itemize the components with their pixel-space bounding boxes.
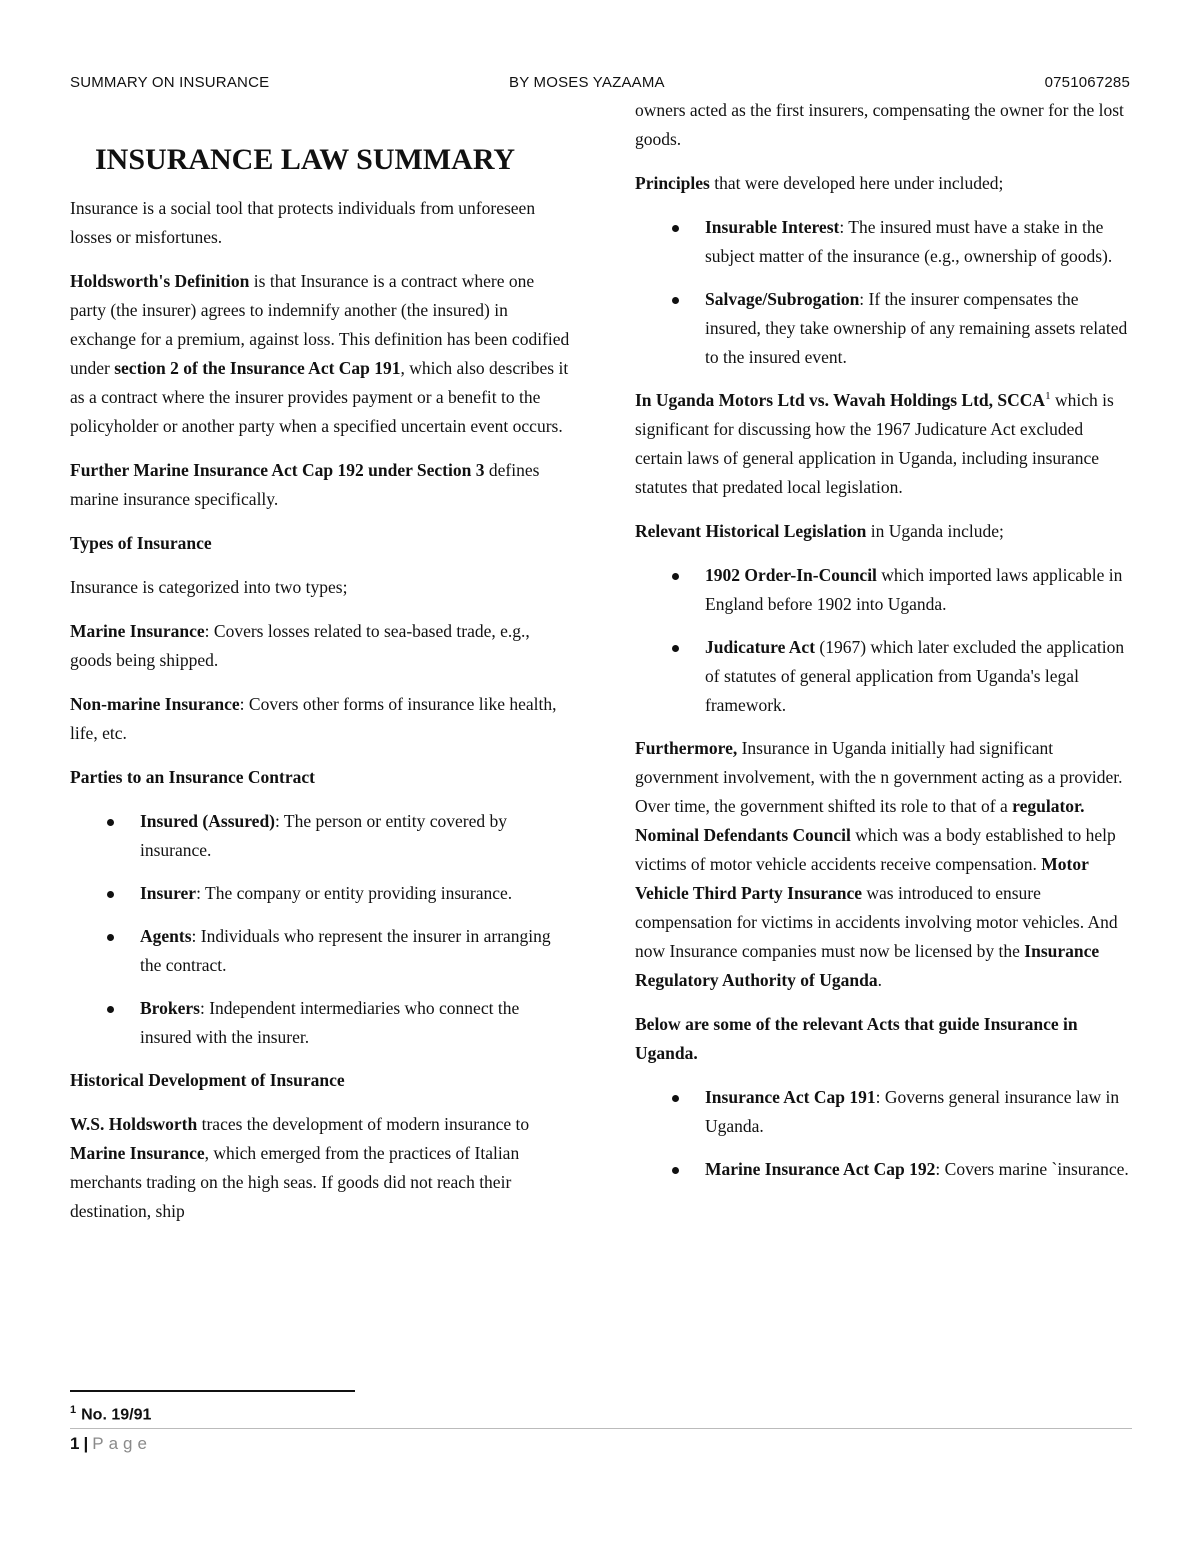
text: which is significant for discussing how the 1967 Judicature Act excluded certain laws of general application in Uganda, including insurance statutes that predated local legislation. — [635, 390, 1114, 497]
parties-heading: Parties to an Insurance Contract — [70, 767, 315, 787]
term-bold: 1902 Order-In-Council — [705, 565, 877, 585]
footnote-separator — [70, 1390, 355, 1392]
header-title: SUMMARY ON INSURANCE — [70, 74, 270, 91]
page-footer — [70, 1434, 152, 1454]
history-paragraph — [70, 1110, 570, 1226]
text: , which emerged from the practices of Italian merchants trading on the high seas. If goods did not reach their destination, ship — [70, 1143, 520, 1221]
term-bold: Salvage/Subrogation — [705, 289, 860, 309]
case-name: In Uganda Motors Ltd vs. Wavah Holdings Ltd, SCCA — [635, 390, 1046, 410]
footer-divider — [70, 1428, 1132, 1429]
term-bold: W.S. Holdsworth — [70, 1114, 198, 1134]
term-bold: Furthermore, — [635, 738, 738, 758]
text: that were developed here under included; — [709, 173, 1004, 193]
footnote-marker: 1 — [70, 1404, 77, 1416]
bullet-icon — [672, 645, 679, 652]
legislation-paragraph — [635, 517, 1135, 546]
text: is that Insurance is a contract where one party (the insurer) agrees to indemnify another (the insured) in exchange for a premium, against loss. This definition has been codified under — [70, 271, 570, 378]
term-bold: Marine Insurance — [70, 1143, 205, 1163]
page-separator: | — [83, 1434, 89, 1453]
text: : If the insurer compensates the insured, they take ownership of any remaining assets related to the insured event. — [705, 289, 1128, 367]
footnote-text: No. 19/91 — [81, 1406, 152, 1424]
term-bold: Insurer — [140, 883, 197, 903]
page-label: Page — [92, 1434, 152, 1453]
text: Insurance in Uganda initially had significant government involvement, with the n government acting as a provider. Over time, the government shifted its role to that of a — [635, 738, 1123, 816]
term-bold: Marine Insurance — [70, 621, 205, 641]
term-bold: regulator. Nominal Defendants Council — [635, 796, 1085, 845]
text: in Uganda include; — [866, 521, 1004, 541]
marine-insurance-paragraph — [70, 617, 570, 675]
acts-heading: Below are some of the relevant Acts that guide Insurance in Uganda. — [635, 1014, 1078, 1063]
bullet-icon — [672, 297, 679, 304]
term-bold: Insurable Interest — [705, 217, 840, 237]
footnote — [70, 1404, 151, 1424]
intro-paragraph: Insurance is a social tool that protects individuals from unforeseen losses or misfortunes. — [70, 198, 536, 247]
case-paragraph — [635, 386, 1135, 502]
text: . — [877, 970, 882, 990]
list-item — [635, 213, 1135, 271]
marine-act-paragraph — [70, 456, 570, 514]
left-column — [70, 140, 570, 1241]
list-item — [635, 633, 1135, 720]
text: was introduced to ensure compensation for victims in accidents involving motor vehicles. And now Insurance companies must now be licensed by the — [635, 883, 1118, 961]
document-title: INSURANCE LAW SUMMARY — [95, 143, 516, 176]
types-heading: Types of Insurance — [70, 533, 212, 553]
page-header — [70, 74, 1130, 98]
text: which imported laws applicable in England before 1902 into Uganda. — [705, 565, 1123, 614]
text: : Covers other forms of insurance like health, life, etc. — [70, 694, 557, 743]
term-bold: Principles — [635, 173, 710, 193]
legislation-list — [635, 561, 1135, 720]
footnote-reference[interactable]: 1 — [1045, 390, 1051, 403]
bullet-icon — [672, 1167, 679, 1174]
term-bold: Brokers — [140, 998, 200, 1018]
term-bold: Insurance Regulatory Authority of Uganda — [635, 941, 1100, 990]
text: : Individuals who represent the insurer in arranging the contract. — [140, 926, 551, 975]
list-item — [70, 994, 570, 1052]
text: (1967) which later excluded the application of statutes of general application from Uganda's legal framework. — [705, 637, 1125, 715]
text: : Governs general insurance law in Uganda. — [705, 1087, 1120, 1136]
text: defines marine insurance specifically. — [70, 460, 540, 509]
term-bold: Agents — [140, 926, 192, 946]
text: : The insured must have a stake in the subject matter of the insurance (e.g., ownership of goods). — [705, 217, 1113, 266]
holdsworth-definition — [70, 267, 570, 441]
header-author: BY MOSES YAZAAMA — [509, 74, 665, 91]
text: : The person or entity covered by insurance. — [140, 811, 507, 860]
term-bold: Non-marine Insurance — [70, 694, 240, 714]
text: traces the development of modern insurance to — [197, 1114, 530, 1134]
list-item — [70, 879, 570, 908]
bullet-icon — [107, 1006, 114, 1013]
bullet-icon — [672, 1095, 679, 1102]
term-bold: Relevant Historical Legislation — [635, 521, 867, 541]
list-item — [635, 1155, 1135, 1184]
page-number: 1 — [70, 1434, 80, 1453]
text: : Independent intermediaries who connect the insured with the insurer. — [140, 998, 520, 1047]
term-bold: Insured (Assured) — [140, 811, 276, 831]
term-bold: Judicature Act — [705, 637, 816, 657]
term-bold: section 2 of the Insurance Act Cap 191 — [114, 358, 401, 378]
history-heading: Historical Development of Insurance — [70, 1070, 345, 1090]
principles-list — [635, 213, 1135, 372]
bullet-icon — [107, 934, 114, 941]
list-item — [70, 922, 570, 980]
parties-list — [70, 807, 570, 1052]
list-item — [70, 807, 570, 865]
term-bold: Motor Vehicle Third Party Insurance — [635, 854, 1089, 903]
list-item — [635, 1083, 1135, 1141]
bullet-icon — [107, 819, 114, 826]
term-bold: Holdsworth's Definition — [70, 271, 250, 291]
text: , which also describes it as a contract where the insurer provides payment or a benefit to the policyholder or another party when a specified uncertain event occurs. — [70, 358, 569, 436]
text: : Covers losses related to sea-based trade, e.g., goods being shipped. — [70, 621, 530, 670]
bullet-icon — [672, 573, 679, 580]
text: : Covers marine `insurance. — [935, 1159, 1129, 1179]
continuation-paragraph: owners acted as the first insurers, compensating the owner for the lost goods. — [635, 100, 1124, 149]
principles-paragraph — [635, 169, 1135, 198]
right-column — [635, 96, 1135, 1198]
bullet-icon — [107, 891, 114, 898]
furthermore-paragraph — [635, 734, 1135, 995]
header-phone: 0751067285 — [1044, 74, 1130, 91]
list-item — [635, 285, 1135, 372]
text: which was a body established to help victims of motor vehicle accidents receive compensation. — [635, 825, 1116, 874]
list-item — [635, 561, 1135, 619]
types-intro: Insurance is categorized into two types; — [70, 577, 348, 597]
term-bold: Further Marine Insurance Act Cap 192 under Section 3 — [70, 460, 485, 480]
bullet-icon — [672, 225, 679, 232]
text: : The company or entity providing insurance. — [196, 883, 513, 903]
non-marine-paragraph — [70, 690, 570, 748]
term-bold: Marine Insurance Act Cap 192 — [705, 1159, 936, 1179]
acts-list — [635, 1083, 1135, 1184]
term-bold: Insurance Act Cap 191 — [705, 1087, 876, 1107]
